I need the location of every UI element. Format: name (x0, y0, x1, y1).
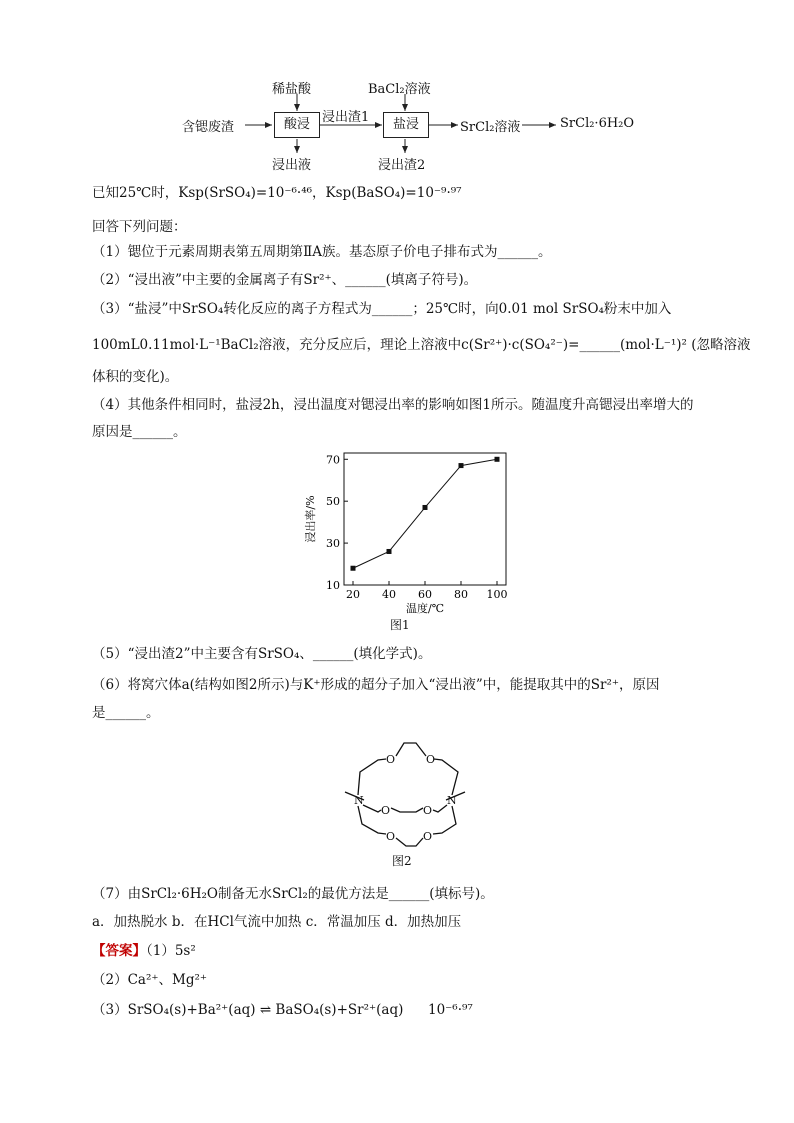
question-6-line-1: （6）将窝穴体a(结构如图2所示)与K⁺形成的超分子加入“浸出液”中，能提取其中的Sr²⁺，原因 (92, 677, 660, 693)
y-tick-label: 50 (326, 495, 340, 509)
flow-product-1: SrCl₂溶液 (460, 120, 521, 135)
x-axis-label: 温度/℃ (405, 602, 445, 615)
x-tick-label: 40 (382, 588, 396, 601)
question-5: （5）“浸出渣2”中主要含有SrSO₄、______(填化学式)。 (92, 646, 432, 662)
data-point (495, 457, 500, 462)
question-1: （1）锶位于元素周期表第五周期第ⅡA族。基态原子价电子排布式为______。 (92, 244, 552, 260)
data-point (459, 463, 464, 468)
nitrogen-atom: N (354, 794, 364, 807)
x-tick-label: 80 (454, 588, 468, 601)
oxygen-atom: O (423, 830, 433, 843)
flow-input-bacl2: BaCl₂溶液 (368, 82, 431, 97)
nitrogen-atom: N (447, 794, 457, 807)
flow-out-residue2: 浸出渣2 (378, 158, 426, 173)
y-axis-label: 浸出率/% (304, 495, 317, 543)
x-tick-label: 100 (486, 588, 508, 601)
series-line (353, 459, 497, 568)
oxygen-atom: O (386, 753, 396, 766)
answer-line-1 (92, 942, 196, 960)
data-point (351, 566, 356, 571)
question-7-options: a．加热脱水 b．在HCl气流中加热 c．常温加压 d．加热加压 (92, 914, 462, 930)
data-point (387, 549, 392, 554)
flow-out-leachate: 浸出液 (272, 158, 312, 173)
figure-2-cryptand (330, 728, 480, 850)
answer-3-equation: （3）SrSO₄(s)+Ba²⁺(aq) ⇌ BaSO₄(s)+Sr²⁺(aq) (92, 1002, 404, 1018)
answer-3-value: 10⁻⁶·⁹⁷ (428, 1002, 473, 1018)
figure-2-caption: 图2 (392, 854, 412, 868)
y-tick-label: 70 (326, 453, 340, 467)
figure-1-caption: 图1 (390, 618, 410, 632)
question-4-line-2: 原因是______。 (92, 424, 187, 440)
answer-tag: 【答案】 (92, 943, 146, 959)
x-tick-label: 60 (418, 588, 432, 601)
oxygen-atom: O (426, 753, 436, 766)
flow-product-2: SrCl₂·6H₂O (560, 116, 635, 131)
flow-input-hcl: 稀盐酸 (272, 82, 312, 97)
data-point (423, 505, 428, 510)
plot-frame (344, 453, 506, 585)
oxygen-atom: O (386, 830, 396, 843)
y-tick-label: 10 (326, 579, 340, 592)
y-tick-label: 30 (326, 537, 340, 551)
intro: 回答下列问题： (92, 219, 187, 235)
x-tick-label: 20 (346, 588, 360, 601)
question-6-line-2: 是______。 (92, 705, 160, 721)
question-3-line-2: 100mL0.11mol·L⁻¹BaCl₂溶液，充分反应后，理论上溶液中c(Sr²⁺)·c(SO₄²⁻)=______(mol·L⁻¹)² (忽略溶液 (92, 337, 751, 353)
answer-2: （2）Ca²⁺、Mg²⁺ (92, 972, 208, 988)
answer-1: （1）5s² (146, 943, 196, 959)
known-data: 已知25℃时，Ksp(SrSO₄)=10⁻⁶·⁴⁶，Ksp(BaSO₄)=10⁻⁹·⁹⁷ (92, 185, 462, 201)
flow-box-salt-leach: 盐浸 (383, 112, 429, 138)
question-4-line-1: （4）其他条件相同时，盐浸2h，浸出温度对锶浸出率的影响如图1所示。随温度升高锶浸出率增大的 (92, 397, 694, 413)
flow-box-acid-leach: 酸浸 (274, 112, 320, 138)
question-2: （2）“浸出液”中主要的金属离子有Sr²⁺、______(填离子符号)。 (92, 272, 478, 288)
oxygen-atom: O (381, 804, 391, 817)
question-7: （7）由SrCl₂·6H₂O制备无水SrCl₂的最优方法是______(填标号)。 (92, 886, 494, 902)
question-3-line-1: （3）“盐浸”中SrSO₄转化反应的离子方程式为______；25℃时，向0.01 mol SrSO₄粉末中加入 (92, 301, 672, 317)
figure-1-chart (290, 445, 520, 615)
flow-start: 含锶废渣 (182, 120, 235, 135)
oxygen-atom: O (423, 804, 433, 817)
question-3-line-3: 体积的变化)。 (92, 369, 179, 385)
flow-mid-label: 浸出渣1 (322, 110, 370, 125)
